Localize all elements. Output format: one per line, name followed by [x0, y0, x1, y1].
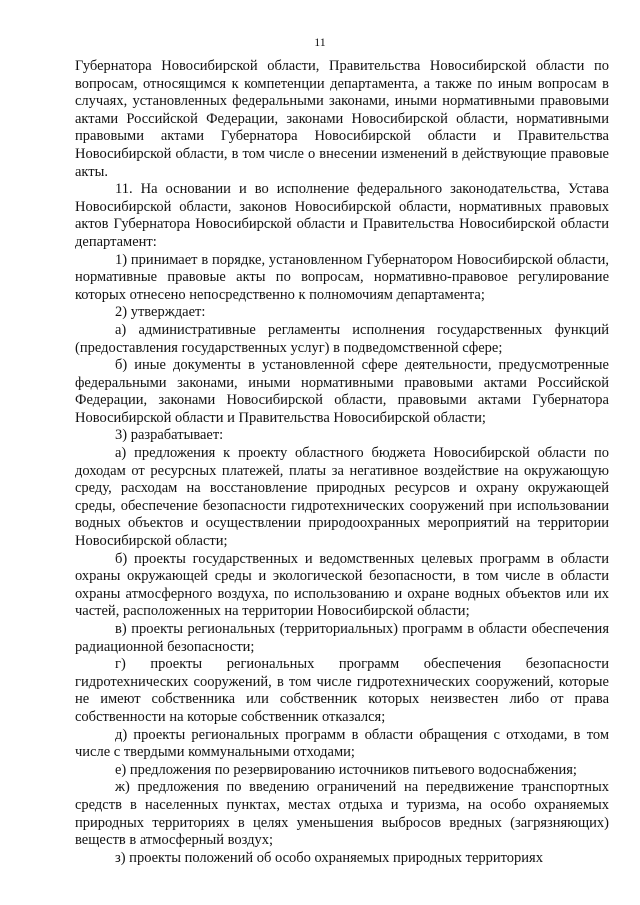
paragraph-item-3zh: ж) предложения по введению ограничений на передвижение транспортных средств в населенных пунктах, местах отдыха и туризма, на особо охраняемых природных территориях в целях уменьшения выбросов вредных (загрязняющих) веществ в атмосферный воздух;	[75, 779, 609, 849]
paragraph-item-2a: а) административные регламенты исполнения государственных функций (предоставления государственных услуг) в подведомственной сфере;	[75, 321, 609, 356]
paragraph-item-3: 3) разрабатывает:	[115, 427, 224, 444]
paragraph-item-1: 1) принимает в порядке, установленном Губернатором Новосибирской области, нормативные правовые акты по вопросам, нормативно-правовое регулирование которых отнесено непосредственно к полномочиям департамента;	[75, 251, 609, 303]
paragraph-item-3a: а) предложения к проекту областного бюджета Новосибирской области по доходам от ресурсных платежей, платы за негативное воздействие на окружающую среду, расходам на восстановление природных ресурсов и охрану окружающей среды, обеспечение безопасности гидротехнических сооружений при использовании водных объектов и осуществлении природоохранных мероприятий на территории Новосибирской области;	[75, 445, 609, 550]
paragraph-continuation: Губернатора Новосибирской области, Правительства Новосибирской области по вопросам, относящимся к компетенции департамента, а также по иным вопросам в случаях, установленных федеральными законами, иными нормативными правовыми актами Российской Федерации, законами Новосибирской области, нормативными правовыми актами Губернатора Новосибирской области и Правительства Новосибирской области, в том числе о внесении изменений в действующие правовые акты.	[75, 58, 609, 180]
paragraph-item-3z: з) проекты положений об особо охраняемых природных территориях	[115, 849, 543, 866]
paragraph-item-2: 2) утверждает:	[115, 304, 206, 321]
paragraph-item-3b: б) проекты государственных и ведомственных целевых программ в области охраны окружающей среды и экологической безопасности, в том числе в области охраны атмосферного воздуха, по использованию и охране водных объектов или их частей, расположенных на территории Новосибирской области;	[75, 550, 609, 620]
document-body	[75, 58, 609, 867]
paragraph-item-3d: д) проекты региональных программ в области обращения с отходами, в том числе с твердыми коммунальными отходами;	[75, 726, 609, 761]
paragraph-item-2b: б) иные документы в установленной сфере деятельности, предусмотренные федеральными законами, иными нормативными правовыми актами Российской Федерации, законами Новосибирской области, правовыми актами Губернатора Новосибирской области и Правительства Новосибирской области;	[75, 357, 609, 426]
paragraph-clause-11: 11. На основании и во исполнение федерального законодательства, Устава Новосибирской области, законов Новосибирской области, нормативных правовых актов Губернатора Новосибирской области и Правительства Новосибирской области департамент:	[75, 181, 609, 250]
paragraph-item-3e: е) предложения по резервированию источников питьевого водоснабжения;	[115, 761, 577, 778]
paragraph-item-3g: г) проекты региональных программ обеспечения безопасности гидротехнических сооружений, в том числе гидротехнических сооружений, которые не имеют собственника или собственник которых неизвестен либо от права собственности на которые собственник отказался;	[75, 656, 609, 725]
paragraph-item-3v: в) проекты региональных (территориальных) программ в области обеспечения радиационной безопасности;	[75, 621, 609, 655]
page-number: 11	[314, 35, 326, 49]
